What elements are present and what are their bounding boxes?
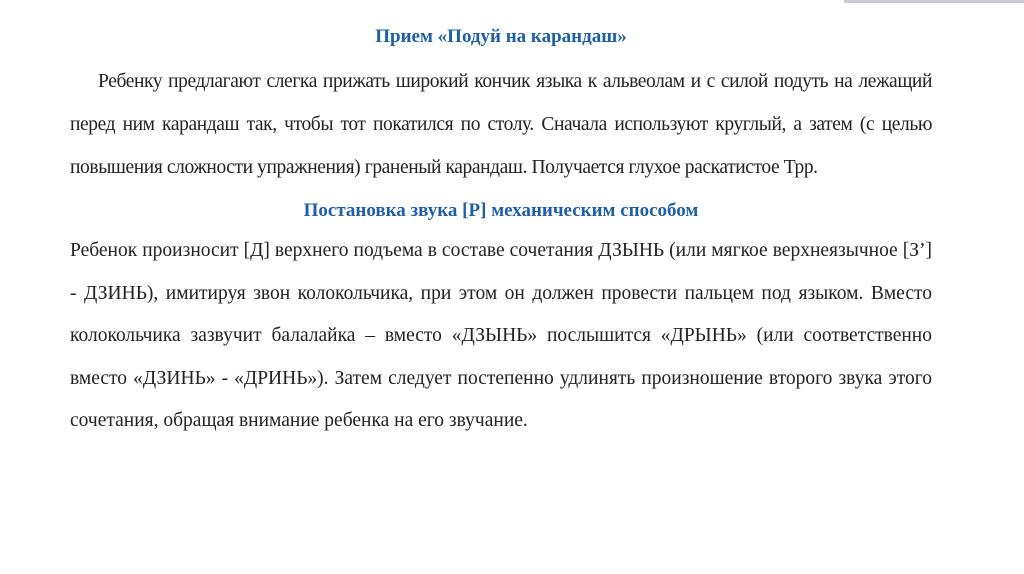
- section-1-title: Прием «Подуй на карандаш»: [375, 26, 627, 47]
- section-2-paragraph: Ребенок произносит [Д] верхнего подъема в составе сочетания ДЗЫНЬ (или мягкое верхнеязычное [З’] - ДЗИНЬ), имитируя звон колокольчика, при этом он должен провести пальцем под языком. Вместо колокольчика зазвучит балалайка – вместо «ДЗЫНЬ» послышится «ДРЫНЬ» (или соответственно вместо «ДЗИНЬ» - «ДРИНЬ»). Затем следует постепенно удлинять произношение второго звука этого сочетания, обращая внимание ребенка на его звучание.: [70, 240, 932, 431]
- slide-content: [70, 22, 932, 443]
- corner-rule: [844, 0, 1024, 3]
- section-1-paragraph: Ребенку предлагают слегка прижать широкий кончик языка к альвеолам и с силой подуть на лежащий перед ним карандаш так, чтобы тот покатился по столу. Сначала используют круглый, а затем (с целью повышения сложности упражнения) граненый карандаш. Получается глухое раскатистое Трр.: [70, 71, 932, 178]
- section-2-title: Постановка звука [Р] механическим способом: [303, 200, 699, 221]
